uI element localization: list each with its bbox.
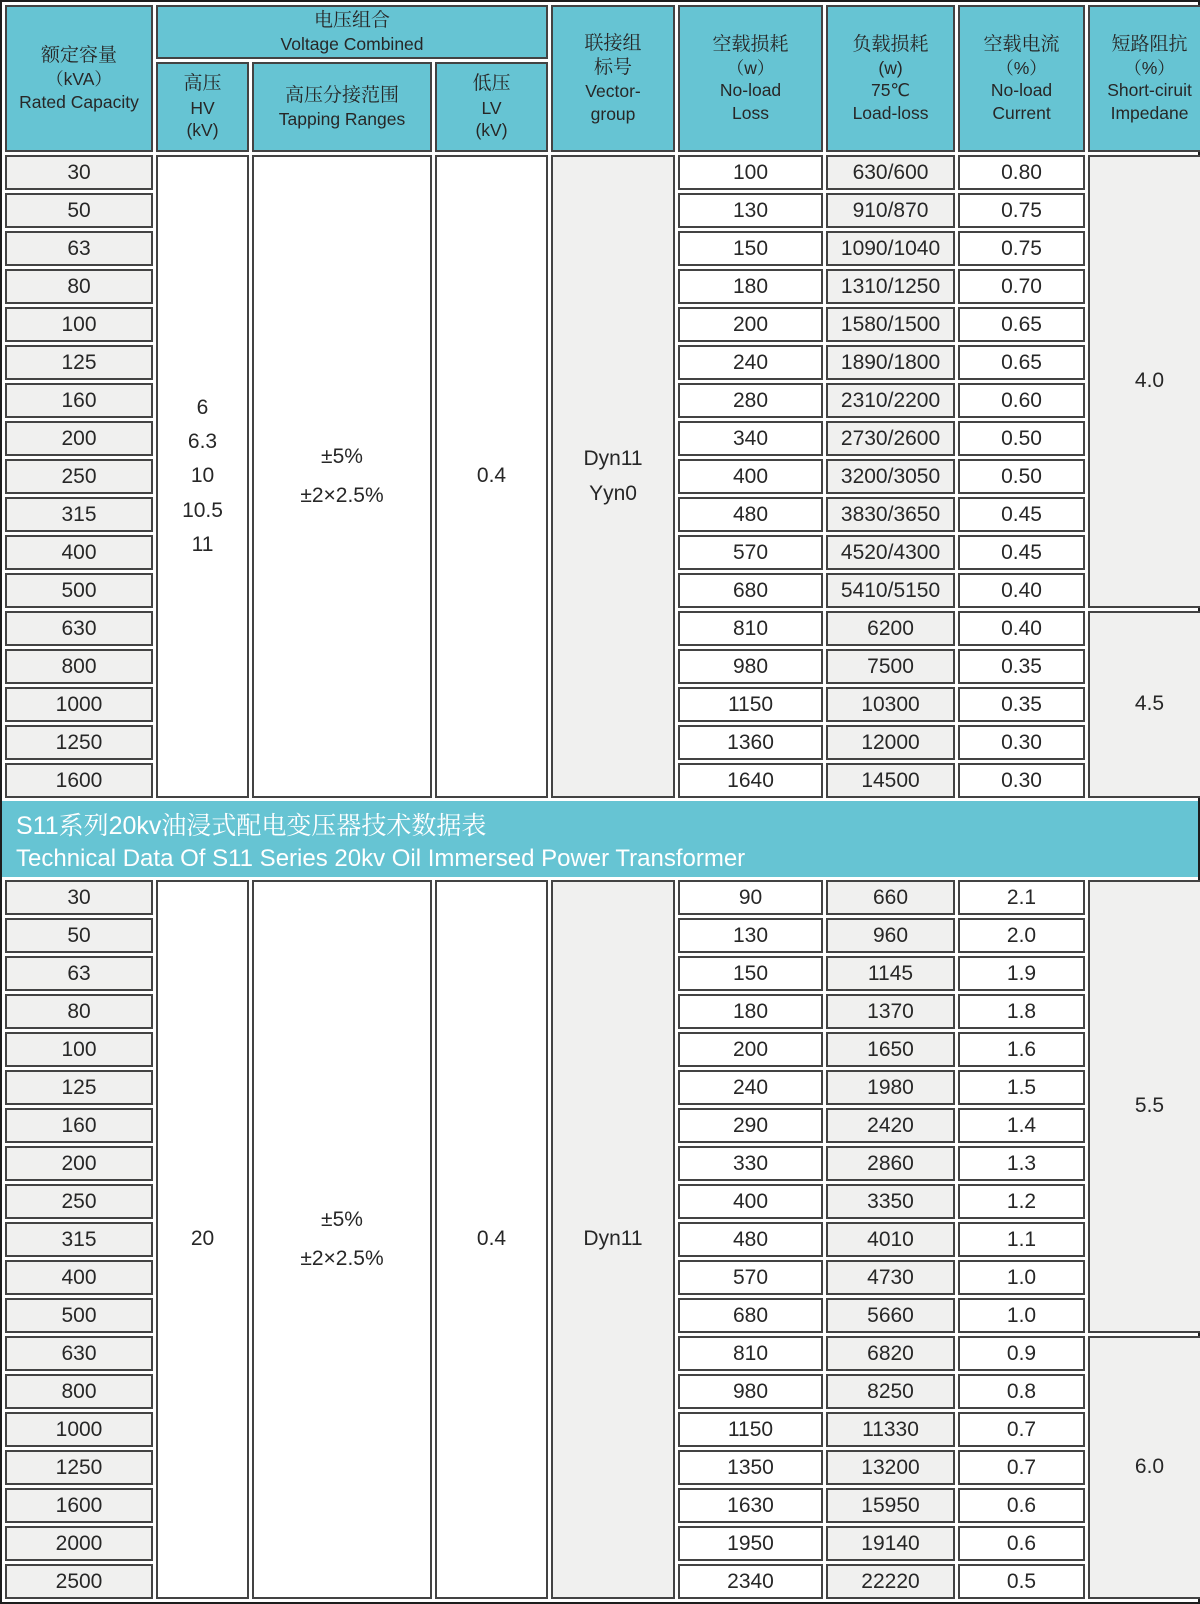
load-loss-cell: 1980	[826, 1070, 955, 1105]
header-line: (kV)	[186, 120, 219, 141]
load-loss-cell: 1090/1040	[826, 231, 955, 266]
noload-current-cell: 0.30	[958, 763, 1085, 798]
spec-table-20kv	[2, 877, 1200, 1602]
noload-current-cell: 1.0	[958, 1298, 1085, 1333]
header-line: 电压组合	[314, 9, 391, 31]
impedance-cell: 4.0	[1088, 155, 1200, 608]
noload-current-cell: 1.4	[958, 1108, 1085, 1143]
section-banner	[2, 801, 1198, 877]
spec-table-10kv	[2, 2, 1200, 801]
noload-loss-cell: 1360	[678, 725, 823, 760]
header-line: （%）	[1124, 58, 1175, 79]
noload-loss-cell: 150	[678, 956, 823, 991]
header-line: Tapping Ranges	[278, 108, 406, 129]
vector-group-cell: Dyn11	[551, 880, 675, 1599]
load-loss-cell: 22220	[826, 1564, 955, 1599]
load-loss-cell: 6820	[826, 1336, 955, 1371]
banner-title-en: Technical Data Of S11 Series 20kv Oil Immersed Power Transformer	[16, 845, 746, 873]
rated-capacity-cell: 30	[5, 155, 153, 190]
header-line: 高压分接范围	[284, 84, 399, 106]
noload-current-cell: 0.40	[958, 611, 1085, 646]
load-loss-cell: 2420	[826, 1108, 955, 1143]
header-line: 联接组	[584, 32, 642, 54]
load-loss-cell: 4010	[826, 1222, 955, 1257]
noload-loss-cell: 280	[678, 383, 823, 418]
rated-capacity-cell: 1600	[5, 763, 153, 798]
load-loss-cell: 7500	[826, 649, 955, 684]
noload-current-cell: 0.35	[958, 687, 1085, 722]
noload-loss-cell: 1630	[678, 1488, 823, 1523]
rated-capacity-cell: 1000	[5, 1412, 153, 1447]
noload-loss-cell: 1640	[678, 763, 823, 798]
load-loss-cell: 630/600	[826, 155, 955, 190]
noload-loss-cell: 200	[678, 1032, 823, 1067]
load-loss-cell: 5660	[826, 1298, 955, 1333]
rated-capacity-cell: 160	[5, 1108, 153, 1143]
noload-loss-cell: 330	[678, 1146, 823, 1181]
header-line: 标号	[594, 57, 633, 79]
noload-current-cell: 1.3	[958, 1146, 1085, 1181]
noload-loss-cell: 810	[678, 611, 823, 646]
rated-capacity-cell: 1600	[5, 1488, 153, 1523]
noload-loss-cell: 180	[678, 994, 823, 1029]
rated-capacity-cell: 2500	[5, 1564, 153, 1599]
noload-current-cell: 1.9	[958, 956, 1085, 991]
noload-loss-cell: 570	[678, 535, 823, 570]
noload-current-cell: 0.40	[958, 573, 1085, 608]
noload-loss-cell: 1950	[678, 1526, 823, 1561]
tapping-range-cell: ±5% ±2×2.5%	[252, 155, 432, 798]
rated-capacity-cell: 400	[5, 535, 153, 570]
table-row	[5, 880, 1200, 915]
noload-loss-cell: 200	[678, 307, 823, 342]
header-line: Loss	[732, 102, 770, 123]
header-tapping-ranges	[252, 62, 432, 152]
header-line: Vector-	[585, 81, 641, 102]
noload-loss-cell: 480	[678, 1222, 823, 1257]
noload-loss-cell: 980	[678, 1374, 823, 1409]
load-loss-cell: 4730	[826, 1260, 955, 1295]
noload-current-cell: 1.1	[958, 1222, 1085, 1257]
rated-capacity-cell: 630	[5, 1336, 153, 1371]
load-loss-cell: 8250	[826, 1374, 955, 1409]
header-lv	[435, 62, 548, 152]
noload-current-cell: 0.50	[958, 459, 1085, 494]
header-line: 低压	[472, 73, 511, 95]
load-loss-cell: 4520/4300	[826, 535, 955, 570]
noload-current-cell: 2.0	[958, 918, 1085, 953]
header-line: Short-ciruit	[1107, 80, 1192, 101]
header-line: LV	[481, 97, 502, 118]
noload-current-cell: 0.5	[958, 1564, 1085, 1599]
rated-capacity-cell: 1250	[5, 725, 153, 760]
header-line: （kVA）	[46, 69, 112, 90]
load-loss-cell: 1310/1250	[826, 269, 955, 304]
hv-cell: 20	[156, 880, 249, 1599]
impedance-cell: 4.5	[1088, 611, 1200, 798]
noload-loss-cell: 980	[678, 649, 823, 684]
noload-loss-cell: 680	[678, 573, 823, 608]
rated-capacity-cell: 160	[5, 383, 153, 418]
noload-loss-cell: 1150	[678, 687, 823, 722]
noload-loss-cell: 2340	[678, 1564, 823, 1599]
rated-capacity-cell: 250	[5, 459, 153, 494]
noload-loss-cell: 480	[678, 497, 823, 532]
noload-loss-cell: 130	[678, 193, 823, 228]
rated-capacity-cell: 200	[5, 421, 153, 456]
load-loss-cell: 960	[826, 918, 955, 953]
load-loss-cell: 1650	[826, 1032, 955, 1067]
header-line: Voltage Combined	[280, 33, 424, 54]
header-line: Rated Capacity	[19, 91, 139, 112]
noload-current-cell: 0.45	[958, 535, 1085, 570]
rated-capacity-cell: 500	[5, 573, 153, 608]
header-line: （w）	[726, 58, 775, 79]
load-loss-cell: 15950	[826, 1488, 955, 1523]
header-line: 额定容量	[40, 44, 117, 66]
noload-current-cell: 1.6	[958, 1032, 1085, 1067]
load-loss-cell: 11330	[826, 1412, 955, 1447]
load-loss-cell: 1580/1500	[826, 307, 955, 342]
load-loss-cell: 14500	[826, 763, 955, 798]
load-loss-cell: 3200/3050	[826, 459, 955, 494]
rated-capacity-cell: 1250	[5, 1450, 153, 1485]
noload-current-cell: 0.50	[958, 421, 1085, 456]
noload-loss-cell: 810	[678, 1336, 823, 1371]
load-loss-cell: 2730/2600	[826, 421, 955, 456]
noload-current-cell: 1.0	[958, 1260, 1085, 1295]
rated-capacity-cell: 800	[5, 649, 153, 684]
load-loss-cell: 5410/5150	[826, 573, 955, 608]
noload-loss-cell: 100	[678, 155, 823, 190]
noload-current-cell: 0.9	[958, 1336, 1085, 1371]
noload-current-cell: 0.75	[958, 231, 1085, 266]
noload-loss-cell: 570	[678, 1260, 823, 1295]
noload-loss-cell: 680	[678, 1298, 823, 1333]
header-vector-group	[551, 5, 675, 152]
rated-capacity-cell: 63	[5, 231, 153, 266]
header-line: 75℃	[870, 80, 911, 101]
rated-capacity-cell: 50	[5, 193, 153, 228]
header-line: 空载损耗	[712, 33, 789, 55]
rated-capacity-cell: 200	[5, 1146, 153, 1181]
load-loss-cell: 1145	[826, 956, 955, 991]
noload-loss-cell: 150	[678, 231, 823, 266]
table-header	[5, 5, 1200, 152]
header-line: No-load	[719, 80, 782, 101]
noload-current-cell: 0.6	[958, 1488, 1085, 1523]
rated-capacity-cell: 125	[5, 1070, 153, 1105]
noload-current-cell: 1.5	[958, 1070, 1085, 1105]
noload-current-cell: 0.6	[958, 1526, 1085, 1561]
header-hv	[156, 62, 249, 152]
header-noload-loss	[678, 5, 823, 152]
header-line: group	[590, 103, 636, 124]
noload-current-cell: 0.65	[958, 345, 1085, 380]
tapping-range-cell: ±5% ±2×2.5%	[252, 880, 432, 1599]
noload-loss-cell: 290	[678, 1108, 823, 1143]
noload-current-cell: 0.70	[958, 269, 1085, 304]
lv-cell: 0.4	[435, 880, 548, 1599]
noload-current-cell: 0.8	[958, 1374, 1085, 1409]
rated-capacity-cell: 315	[5, 497, 153, 532]
noload-current-cell: 0.45	[958, 497, 1085, 532]
load-loss-cell: 10300	[826, 687, 955, 722]
impedance-cell: 5.5	[1088, 880, 1200, 1333]
header-short-circuit-impedance	[1088, 5, 1200, 152]
noload-loss-cell: 180	[678, 269, 823, 304]
rated-capacity-cell: 125	[5, 345, 153, 380]
load-loss-cell: 3350	[826, 1184, 955, 1219]
load-loss-cell: 2310/2200	[826, 383, 955, 418]
rated-capacity-cell: 800	[5, 1374, 153, 1409]
load-loss-cell: 12000	[826, 725, 955, 760]
header-line: 负载损耗	[852, 33, 929, 55]
noload-loss-cell: 400	[678, 1184, 823, 1219]
header-line: HV	[190, 97, 215, 118]
rated-capacity-cell: 30	[5, 880, 153, 915]
header-rated-capacity	[5, 5, 153, 152]
rated-capacity-cell: 500	[5, 1298, 153, 1333]
load-loss-cell: 1370	[826, 994, 955, 1029]
header-line: Impedane	[1110, 102, 1189, 123]
noload-loss-cell: 90	[678, 880, 823, 915]
noload-current-cell: 0.35	[958, 649, 1085, 684]
rated-capacity-cell: 2000	[5, 1526, 153, 1561]
banner-title-cn: S11系列20kv油浸式配电变压器技术数据表	[16, 812, 487, 841]
noload-current-cell: 2.1	[958, 880, 1085, 915]
noload-loss-cell: 240	[678, 1070, 823, 1105]
vector-group-cell: Dyn11 Yyn0	[551, 155, 675, 798]
noload-loss-cell: 1350	[678, 1450, 823, 1485]
noload-loss-cell: 340	[678, 421, 823, 456]
load-loss-cell: 1890/1800	[826, 345, 955, 380]
impedance-cell: 6.0	[1088, 1336, 1200, 1599]
noload-current-cell: 0.80	[958, 155, 1085, 190]
rated-capacity-cell: 250	[5, 1184, 153, 1219]
noload-current-cell: 0.75	[958, 193, 1085, 228]
noload-current-cell: 0.65	[958, 307, 1085, 342]
header-line: No-load	[990, 80, 1053, 101]
header-line: 短路阻抗	[1111, 33, 1188, 55]
rated-capacity-cell: 400	[5, 1260, 153, 1295]
rated-capacity-cell: 1000	[5, 687, 153, 722]
rated-capacity-cell: 63	[5, 956, 153, 991]
rated-capacity-cell: 100	[5, 307, 153, 342]
rated-capacity-cell: 630	[5, 611, 153, 646]
header-voltage-combined	[156, 5, 548, 59]
load-loss-cell: 6200	[826, 611, 955, 646]
table-row	[5, 155, 1200, 190]
noload-current-cell: 1.2	[958, 1184, 1085, 1219]
rated-capacity-cell: 50	[5, 918, 153, 953]
noload-loss-cell: 1150	[678, 1412, 823, 1447]
noload-loss-cell: 240	[678, 345, 823, 380]
load-loss-cell: 19140	[826, 1526, 955, 1561]
header-line: Load-loss	[852, 102, 929, 123]
noload-current-cell: 0.7	[958, 1412, 1085, 1447]
header-line: （%）	[996, 58, 1047, 79]
load-loss-cell: 2860	[826, 1146, 955, 1181]
noload-loss-cell: 400	[678, 459, 823, 494]
load-loss-cell: 13200	[826, 1450, 955, 1485]
rated-capacity-cell: 80	[5, 994, 153, 1029]
noload-current-cell: 0.7	[958, 1450, 1085, 1485]
load-loss-cell: 660	[826, 880, 955, 915]
load-loss-cell: 3830/3650	[826, 497, 955, 532]
header-line: (kV)	[475, 120, 508, 141]
header-line: (w)	[878, 58, 903, 79]
rated-capacity-cell: 315	[5, 1222, 153, 1257]
header-line: 空载电流	[983, 33, 1060, 55]
header-load-loss	[826, 5, 955, 152]
rated-capacity-cell: 80	[5, 269, 153, 304]
header-noload-current	[958, 5, 1085, 152]
noload-loss-cell: 130	[678, 918, 823, 953]
noload-current-cell: 0.30	[958, 725, 1085, 760]
header-line: Current	[992, 102, 1051, 123]
hv-cell: 6 6.3 10 10.5 11	[156, 155, 249, 798]
noload-current-cell: 0.60	[958, 383, 1085, 418]
rated-capacity-cell: 100	[5, 1032, 153, 1067]
header-line: 高压	[183, 73, 222, 95]
lv-cell: 0.4	[435, 155, 548, 798]
load-loss-cell: 910/870	[826, 193, 955, 228]
noload-current-cell: 1.8	[958, 994, 1085, 1029]
